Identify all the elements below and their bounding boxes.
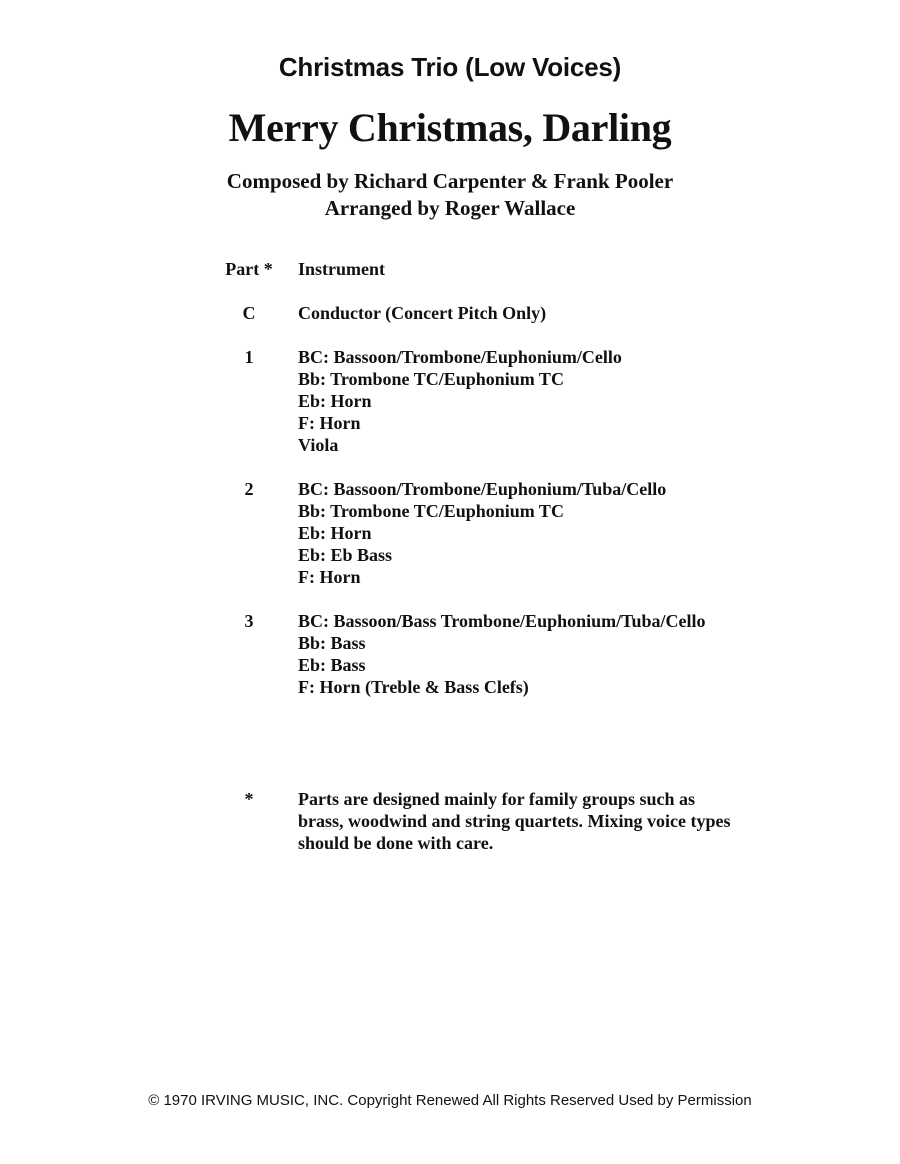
part-label: C <box>242 303 256 323</box>
part-label: 1 <box>244 347 254 367</box>
part-group-conductor <box>220 302 860 324</box>
instrument-list <box>298 478 860 588</box>
credits <box>0 168 900 222</box>
instrument-item: Bb: Bass <box>298 633 366 653</box>
instrument-item: Bb: Trombone TC/Euphonium TC <box>298 501 564 521</box>
instrument-item: BC: Bassoon/Trombone/Euphonium/Cello <box>298 347 622 367</box>
instrument-item: BC: Bassoon/Bass Trombone/Euphonium/Tuba/Cello <box>298 611 706 631</box>
instrument-item: F: Horn <box>298 413 361 433</box>
parts-table <box>220 258 860 720</box>
part-group-2 <box>220 478 860 588</box>
instrument-item: F: Horn <box>298 567 361 587</box>
parts-table-header <box>220 258 860 280</box>
instrument-item: Eb: Horn <box>298 391 372 411</box>
series-title: Christmas Trio (Low Voices) <box>278 52 622 82</box>
instrument-item: F: Horn (Treble & Bass Clefs) <box>298 677 529 697</box>
composer-credit: Composed by Richard Carpenter & Frank Pooler <box>226 169 674 193</box>
part-group-1 <box>220 346 860 456</box>
instrument-item: Bb: Trombone TC/Euphonium TC <box>298 369 564 389</box>
instrument-item: BC: Bassoon/Trombone/Euphonium/Tuba/Cello <box>298 479 667 499</box>
instrument-item: Eb: Eb Bass <box>298 545 393 565</box>
instrument-item: Conductor (Concert Pitch Only) <box>298 303 547 323</box>
footnote-text: Parts are designed mainly for family groups such as brass, woodwind and string quartets. Mixing voice types should be done with care. <box>298 789 731 853</box>
instrument-column-header: Instrument <box>298 259 386 279</box>
instrument-list <box>298 610 860 698</box>
footnote-mark: * <box>244 789 254 809</box>
arranger-credit: Arranged by Roger Wallace <box>324 196 576 220</box>
part-group-3 <box>220 610 860 698</box>
part-label: 3 <box>244 611 254 631</box>
song-title: Merry Christmas, Darling <box>228 105 672 150</box>
part-label: 2 <box>244 479 254 499</box>
part-column-header: Part * <box>225 259 273 279</box>
copyright-notice: © 1970 IRVING MUSIC, INC. Copyright Renewed All Rights Reserved Used by Permission <box>148 1092 752 1109</box>
footnote <box>220 788 860 854</box>
instrument-list <box>298 346 860 456</box>
instrument-item: Viola <box>298 435 339 455</box>
instrument-list <box>298 302 860 324</box>
instrument-item: Eb: Bass <box>298 655 366 675</box>
instrument-item: Eb: Horn <box>298 523 372 543</box>
